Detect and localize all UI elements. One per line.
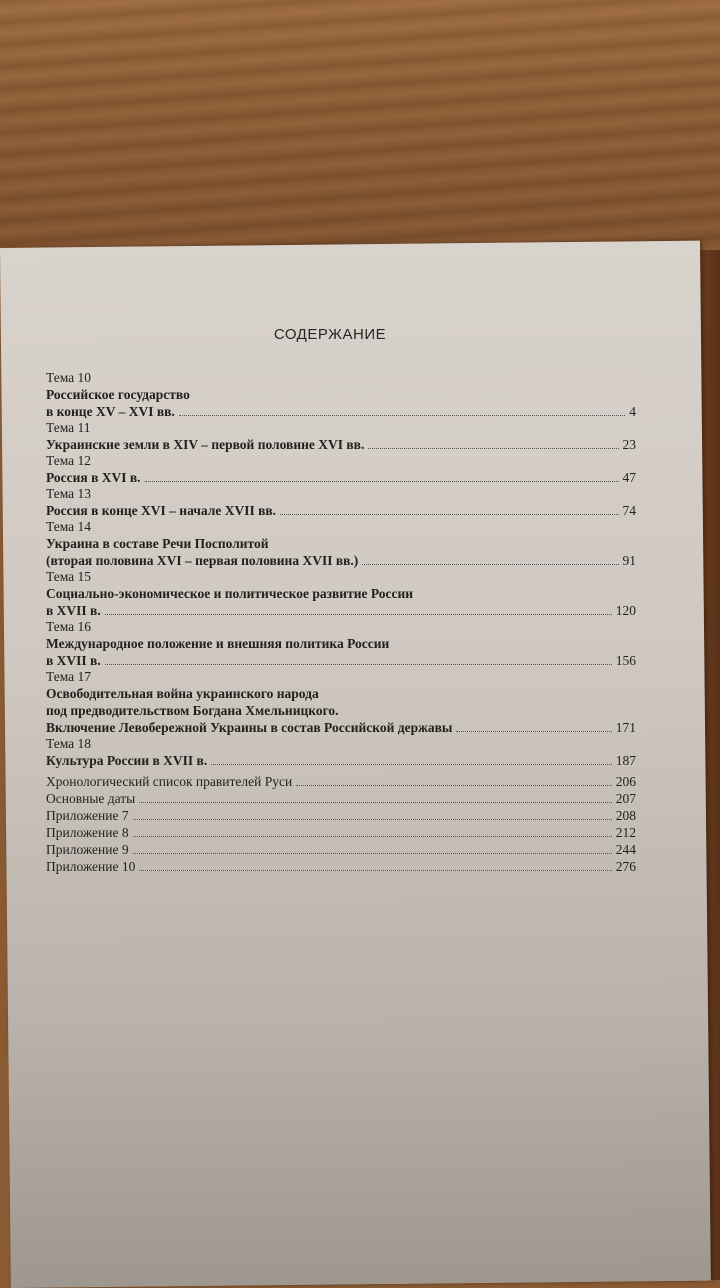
topic-label: Тема 16 [46, 619, 92, 634]
appendix-entry [46, 773, 636, 790]
page-title: СОДЕРЖАНИЕ [273, 326, 387, 343]
page-number: 276 [615, 859, 636, 874]
dot-leader [179, 405, 625, 416]
dot-leader [456, 721, 611, 732]
topic-title-leader-line [46, 436, 636, 453]
appendix-title: Приложение 7 [46, 808, 129, 823]
dot-leader [139, 860, 611, 871]
dot-leader [145, 471, 619, 482]
dot-leader [362, 554, 618, 565]
topic-title-leader-line [46, 469, 636, 486]
page-number: 206 [615, 774, 636, 789]
toc-entry [46, 519, 636, 569]
page-number: 91 [622, 553, 636, 568]
topic-title-leader-line [46, 652, 636, 669]
toc-entry [46, 370, 636, 420]
topic-title-leader-line [46, 752, 636, 769]
table-of-contents [46, 370, 636, 875]
topic-label: Тема 13 [46, 486, 92, 501]
toc-entry [46, 736, 636, 769]
topic-label: Тема 17 [46, 669, 92, 684]
appendix-title: Основные даты [46, 791, 136, 806]
topic-title-line: Международное положение и внешняя политика России [46, 636, 390, 651]
toc-entry [46, 420, 636, 453]
appendix-entry [46, 824, 636, 841]
topic-title-line: Россия в XVI в. [46, 470, 141, 485]
topic-title-line: Украинские земли в XIV – первой половине XVI вв. [46, 437, 365, 452]
wooden-table-background [0, 0, 720, 270]
page-number: 120 [615, 603, 636, 618]
topic-title-line: Российское государство [46, 387, 190, 402]
page-number: 156 [615, 653, 636, 668]
dot-leader [133, 809, 612, 820]
topic-title-line: Россия в конце XVI – начале XVII вв. [46, 503, 277, 518]
topic-label: Тема 15 [46, 569, 92, 584]
toc-entry [46, 486, 636, 519]
topic-title-line: в конце XV – XVI вв. [46, 404, 175, 419]
page-number: 212 [615, 825, 636, 840]
appendix-title: Приложение 8 [46, 825, 129, 840]
dot-leader [280, 504, 618, 515]
topic-label: Тема 18 [46, 736, 92, 751]
toc-entry [46, 453, 636, 486]
page-number: 208 [615, 808, 636, 823]
page-number: 47 [622, 470, 636, 485]
page-number: 207 [615, 791, 636, 806]
dot-leader [133, 826, 612, 837]
topic-title-leader-line [46, 552, 636, 569]
page-number: 4 [629, 404, 636, 419]
toc-entry [46, 569, 636, 619]
appendix-title: Приложение 9 [46, 842, 129, 857]
dot-leader [368, 438, 618, 449]
appendix-entry [46, 790, 636, 807]
page-number: 74 [622, 503, 636, 518]
topic-title-leader-line [46, 502, 636, 519]
page-number: 23 [622, 437, 636, 452]
dot-leader [105, 604, 612, 615]
topic-title-line: Украина в составе Речи Посполитой [46, 536, 269, 551]
dot-leader [139, 792, 612, 803]
appendix-entry [46, 841, 636, 858]
topic-title-line: (вторая половина XVI – первая половина XVII вв.) [46, 553, 359, 568]
toc-entry [46, 619, 636, 669]
page-number: 187 [615, 753, 636, 768]
topic-title-line: Культура России в XVII в. [46, 753, 208, 768]
dot-leader [133, 843, 612, 854]
topic-label: Тема 12 [46, 453, 92, 468]
page-number: 171 [615, 720, 636, 735]
topic-label: Тема 11 [46, 420, 91, 435]
topic-label: Тема 10 [46, 370, 92, 385]
topic-title-line: Включение Левобережной Украины в состав Российской державы [46, 720, 453, 735]
topic-title-line: Социально-экономическое и политическое развитие России [46, 586, 414, 601]
appendix-title: Приложение 10 [46, 859, 136, 874]
topic-title-leader-line [46, 719, 636, 736]
topic-title-leader-line [46, 403, 636, 420]
appendix-entry [46, 807, 636, 824]
dot-leader [105, 654, 612, 665]
page-number: 244 [615, 842, 636, 857]
appendix-entry [46, 858, 636, 875]
appendix-title: Хронологический список правителей Руси [46, 774, 293, 789]
topic-title-line: Освободительная война украинского народа [46, 686, 319, 701]
dot-leader [296, 775, 612, 786]
dot-leader [211, 754, 612, 765]
toc-entry [46, 669, 636, 736]
topic-title-leader-line [46, 602, 636, 619]
topic-title-line: под предводительством Богдана Хмельницкого. [46, 703, 339, 718]
topic-title-line: в XVII в. [46, 653, 101, 668]
topic-label: Тема 14 [46, 519, 92, 534]
topic-title-line: в XVII в. [46, 603, 101, 618]
